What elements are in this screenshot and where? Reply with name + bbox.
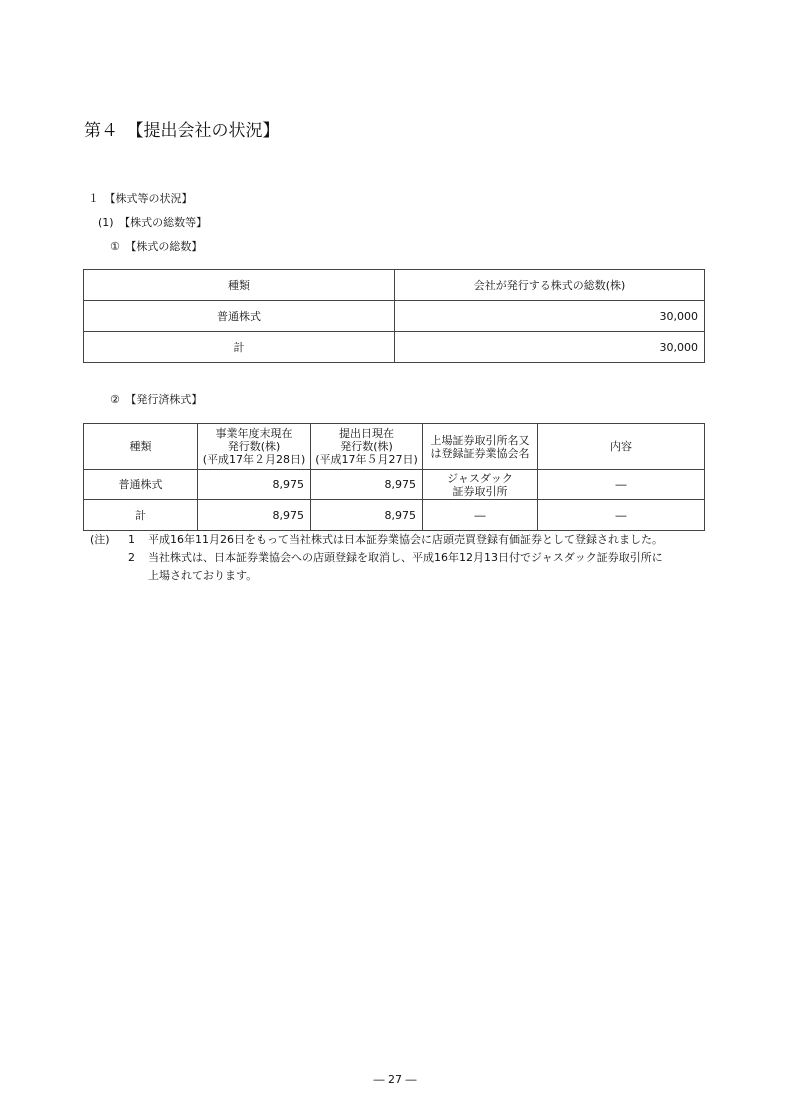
cell: 計 <box>84 332 395 363</box>
table-row <box>84 500 705 531</box>
page-number: ― 27 ― <box>373 1073 417 1086</box>
note-number: 1 <box>128 533 135 546</box>
subsection-heading: ① 【株式の総数】 <box>110 240 203 253</box>
cell: 計 <box>84 500 198 531</box>
cell: 30,000 <box>395 332 705 363</box>
cell: 8,975 <box>198 500 311 531</box>
cell: 普通株式 <box>84 470 198 500</box>
note-text: 上場されております。 <box>148 569 258 582</box>
table-row <box>84 470 705 500</box>
cell: 8,975 <box>311 470 423 500</box>
cell: 30,000 <box>395 301 705 332</box>
page-title: 第４ 【提出会社の状況】 <box>84 121 280 141</box>
footnotes <box>90 531 663 585</box>
table-row <box>84 332 705 363</box>
header-cell: 種類 <box>84 270 395 301</box>
cell: ― <box>423 500 538 531</box>
note-text: 平成16年11月26日をもって当社株式は日本証券業協会に店頭売買登録有価証券として登録されました。 <box>148 533 663 546</box>
issued-shares-table <box>83 423 705 531</box>
cell: ― <box>538 500 705 531</box>
table-header-row <box>84 424 705 470</box>
header-cell: 会社が発行する株式の総数(株) <box>395 270 705 301</box>
header-cell: 種類 <box>84 424 198 470</box>
total-shares-table <box>83 269 705 363</box>
cell: 普通株式 <box>84 301 395 332</box>
cell: ジャスダック 証券取引所 <box>423 470 538 500</box>
cell: 8,975 <box>198 470 311 500</box>
table-header-row <box>84 270 705 301</box>
header-cell: 上場証券取引所名又 は登録証券業協会名 <box>423 424 538 470</box>
cell: ― <box>538 470 705 500</box>
subsection-heading: ② 【発行済株式】 <box>110 393 203 406</box>
table-row <box>84 301 705 332</box>
header-cell: 事業年度末現在 発行数(株) (平成17年２月28日) <box>198 424 311 470</box>
section-heading: １ 【株式等の状況】 <box>88 192 193 205</box>
note-number: 2 <box>128 551 135 564</box>
note-text: 当社株式は、日本証券業協会への店頭登録を取消し、平成16年12月13日付でジャスダック証券取引所に <box>148 551 663 564</box>
header-cell: 内容 <box>538 424 705 470</box>
cell: 8,975 <box>311 500 423 531</box>
notes-label: (注) <box>90 533 110 546</box>
subsection-heading: (1) 【株式の総数等】 <box>98 216 208 229</box>
header-cell: 提出日現在 発行数(株) (平成17年５月27日) <box>311 424 423 470</box>
